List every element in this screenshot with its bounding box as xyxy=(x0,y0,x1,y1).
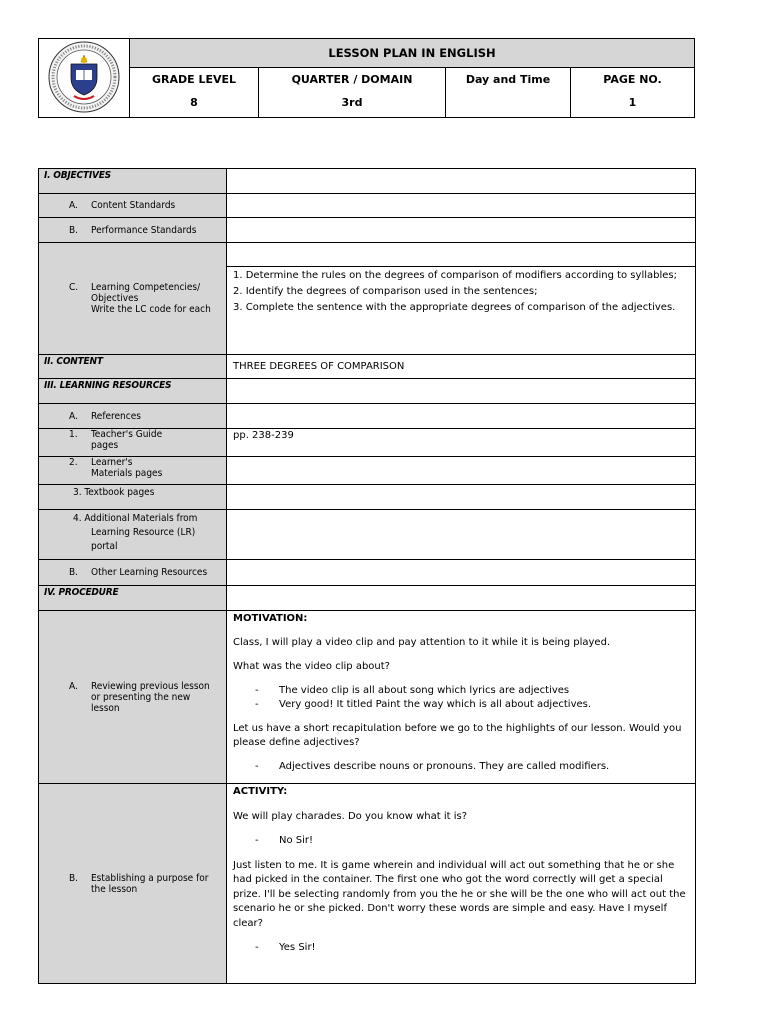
performance-standards-label: B. Performance Standards xyxy=(69,224,197,236)
answer-item: - Yes Sir! xyxy=(255,942,316,953)
objectives-value xyxy=(227,169,696,194)
activity-instructions: Just listen to me. It is game wherein and individual will act out something that he or she had picked in the container. The first one who got the word correctly will get a special prize. I'll be selecting randomly from you the he or she will be the one who will act out the scenario he or she picked. Don't worry these words are simple and easy. Have I myself clear? xyxy=(233,859,686,929)
textbook-label: 3. Textbook pages xyxy=(73,487,155,498)
learners-materials-row xyxy=(39,457,696,485)
quarter-domain-cell xyxy=(259,68,446,118)
learners-materials-value xyxy=(227,457,696,485)
teachers-guide-value: pp. 238-239 xyxy=(227,429,696,457)
motivation-content xyxy=(227,611,696,784)
competencies-blank-cell xyxy=(227,243,696,267)
teachers-guide-row xyxy=(39,429,696,457)
motivation-question: What was the video clip about? xyxy=(233,661,390,672)
activity-content xyxy=(227,784,696,984)
content-standards-row xyxy=(39,194,696,218)
quarter-domain-value: 3rd xyxy=(341,96,363,109)
textbook-value xyxy=(227,485,696,510)
objectives-heading: I. OBJECTIVES xyxy=(44,170,111,181)
teachers-guide-label: 1. Teacher's Guide pages xyxy=(69,429,163,451)
performance-standards-value xyxy=(227,218,696,243)
lesson-plan-title: LESSON PLAN IN ENGLISH xyxy=(130,39,695,68)
procedure-row xyxy=(39,586,696,611)
additional-materials-row xyxy=(39,510,696,560)
grade-level-label: GRADE LEVEL xyxy=(151,73,237,86)
learners-materials-label: 2. Learner's Materials pages xyxy=(69,457,163,479)
page-no-label: PAGE NO. xyxy=(603,73,662,86)
additional-materials-label: 4. Additional Materials from Learning Resource (LR) portal xyxy=(73,513,198,552)
references-label: A. References xyxy=(69,410,141,422)
procedure-a-label: A. Reviewing previous lesson or presenting the new lesson xyxy=(69,680,210,714)
procedure-value xyxy=(227,586,696,611)
performance-standards-row xyxy=(39,218,696,243)
competency-item: 2. Identify the degrees of comparison used in the sentences; xyxy=(233,286,538,297)
references-value xyxy=(227,404,696,429)
other-resources-value xyxy=(227,560,696,586)
recap-text: Let us have a short recapitulation before we go to the highlights of our lesson. Would you please define adjectives? xyxy=(233,723,682,748)
objectives-row xyxy=(39,169,696,194)
additional-materials-value xyxy=(227,510,696,560)
activity-question: We will play charades. Do you know what it is? xyxy=(233,810,468,822)
content-standards-value xyxy=(227,194,696,218)
content-row xyxy=(39,355,696,379)
learning-resources-row xyxy=(39,379,696,404)
answer-item: - No Sir! xyxy=(255,835,314,846)
competencies-label: C. Learning Competencies/ Objectives Write the LC code for each xyxy=(69,282,211,315)
deped-seal-icon xyxy=(44,40,124,114)
competency-item: 1. Determine the rules on the degrees of comparison of modifiers according to syllables; xyxy=(233,270,677,281)
quarter-domain-label: QUARTER / DOMAIN xyxy=(291,73,413,86)
other-resources-label: B. Other Learning Resources xyxy=(69,567,208,578)
learning-resources-heading: III. LEARNING RESOURCES xyxy=(44,380,172,391)
motivation-text: Class, I will play a video clip and pay attention to it while it is being played. xyxy=(233,637,611,648)
answer-item: - Very good! It titled Paint the way which is all about adjectives. xyxy=(255,699,592,710)
textbook-row xyxy=(39,485,696,510)
page-no-cell xyxy=(571,68,695,118)
motivation-title: MOTIVATION: xyxy=(233,613,308,624)
procedure-heading: IV. PROCEDURE xyxy=(44,587,119,598)
page-no-value: 1 xyxy=(628,96,637,109)
content-value: THREE DEGREES OF COMPARISON xyxy=(227,355,696,379)
deped-seal-logo xyxy=(39,39,130,118)
competencies-list xyxy=(227,267,696,355)
day-time-value xyxy=(446,86,570,96)
lesson-plan-table xyxy=(38,168,696,984)
other-resources-row xyxy=(39,560,696,586)
references-row xyxy=(39,404,696,429)
procedure-a-row xyxy=(39,611,696,784)
grade-level-cell xyxy=(130,68,259,118)
content-standards-label: A. Content Standards xyxy=(69,200,176,211)
grade-level-value: 8 xyxy=(190,96,198,109)
content-heading: II. CONTENT xyxy=(44,356,103,367)
competency-item: 3. Complete the sentence with the appropriate degrees of comparison of the adjectives. xyxy=(233,302,676,313)
answer-item: - Adjectives describe nouns or pronouns. They are called modifiers. xyxy=(255,761,610,772)
procedure-b-row xyxy=(39,784,696,984)
answer-item: - The video clip is all about song which lyrics are adjectives xyxy=(255,685,570,696)
learning-resources-value xyxy=(227,379,696,404)
competencies-row-top xyxy=(39,243,696,267)
activity-title: ACTIVITY: xyxy=(233,786,288,797)
header-table xyxy=(38,38,695,118)
day-time-cell xyxy=(446,68,571,118)
day-time-label: Day and Time xyxy=(465,73,551,86)
procedure-b-label: B. Establishing a purpose for the lesson xyxy=(69,872,209,895)
